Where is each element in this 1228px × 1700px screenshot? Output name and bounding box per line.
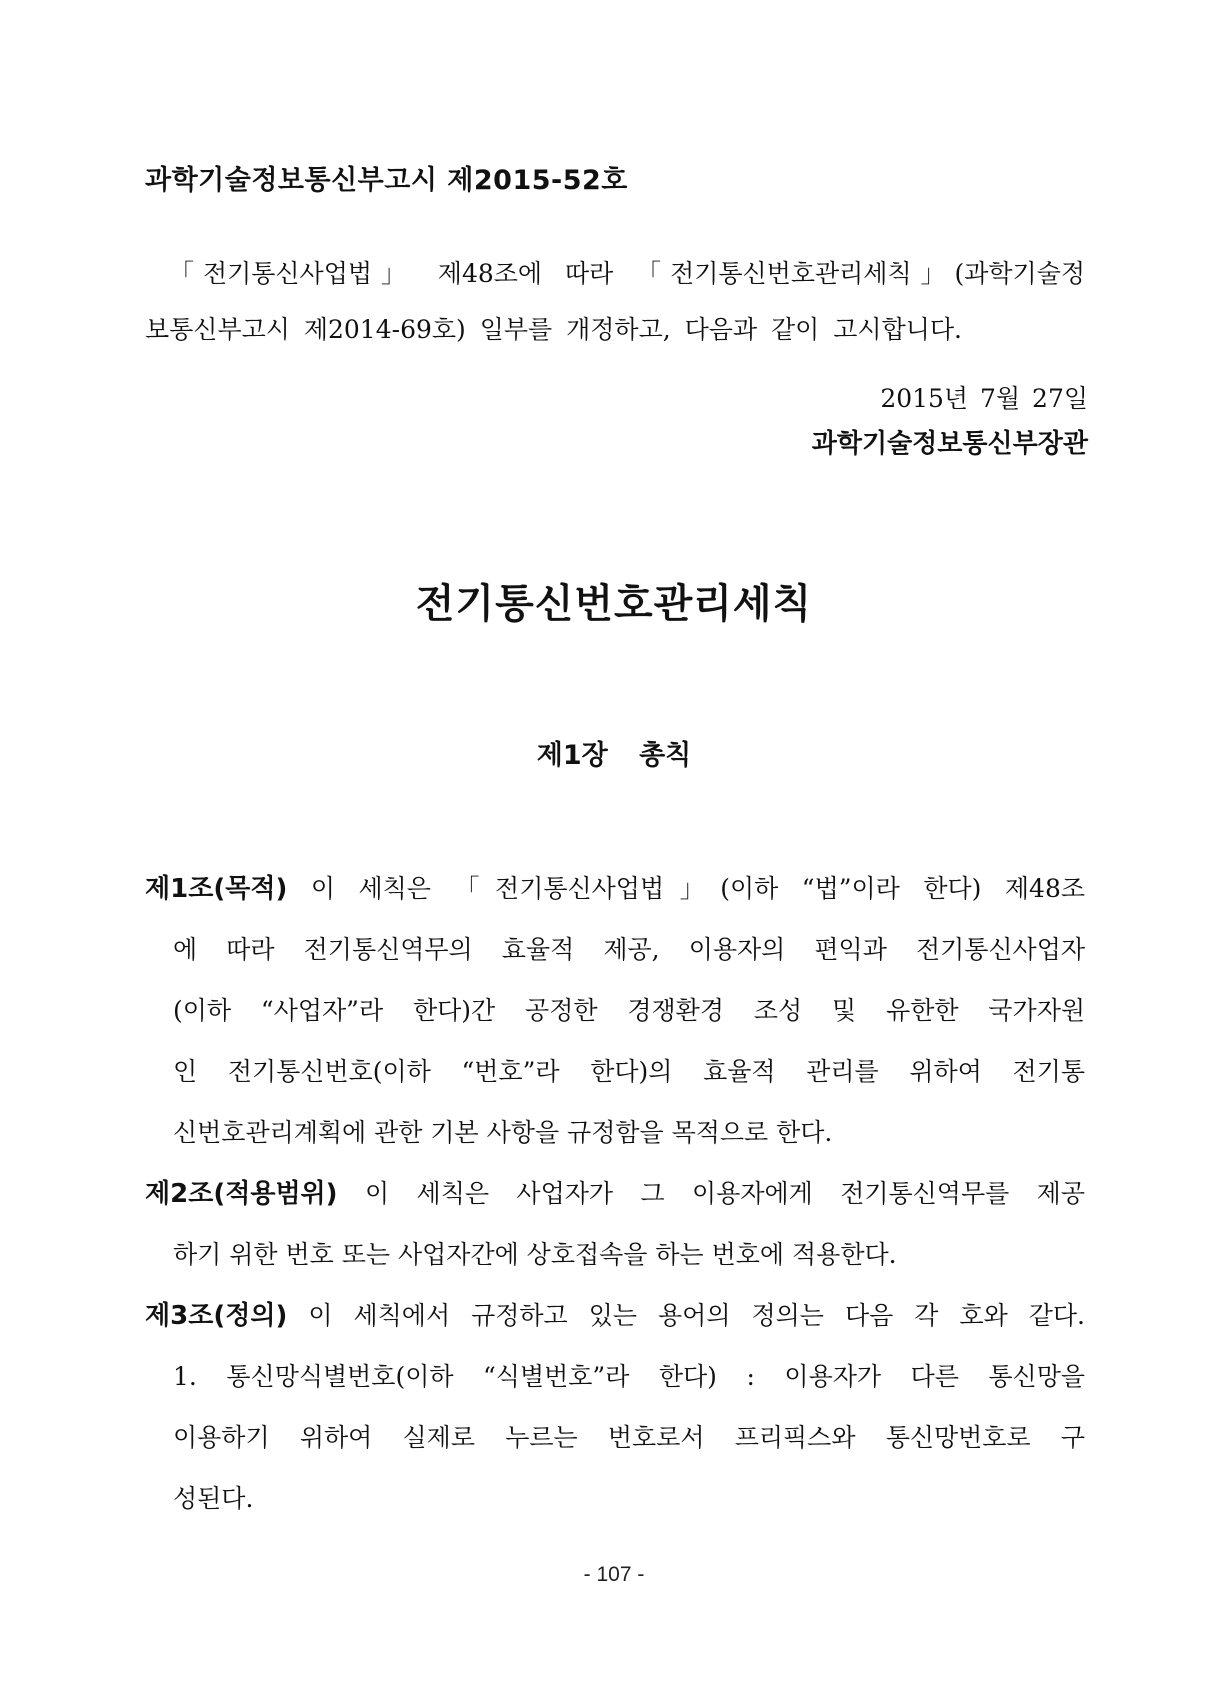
article-2-text: 이 세칙은 사업자가 그 이용자에게 전기통신역무를 제공 bbox=[337, 1179, 1085, 1208]
document-title: 전기통신번호관리세칙 bbox=[415, 581, 813, 627]
page-number: - 107 - bbox=[583, 1563, 645, 1586]
signature-date: 2015년 7월 27일 bbox=[880, 384, 1088, 413]
article-2-heading: 제2조(적용범위) bbox=[145, 1179, 338, 1209]
article-1-line: (이하 “사업자”라 한다)간 공정한 경쟁환경 조성 및 유한한 국가자원 bbox=[173, 996, 1085, 1025]
article-2-first-line bbox=[145, 1163, 1085, 1224]
article-1-line: 인 전기통신번호(이하 “번호”라 한다)의 효율적 관리를 위하여 전기통 bbox=[173, 1057, 1085, 1086]
signature-minister: 과학기술정보통신부장관 bbox=[811, 429, 1088, 459]
preamble-line-2: 보통신부고시 제2014-69호) 일부를 개정하고, 다음과 같이 고시합니다. bbox=[145, 315, 962, 344]
chapter-heading: 제1장 총칙 bbox=[536, 740, 692, 771]
article-1-first-line bbox=[145, 858, 1085, 919]
item-1-line: 1. 통신망식별번호(이하 “식별번호”라 한다) : 이용자가 다른 통신망을 bbox=[173, 1362, 1085, 1391]
signature-block bbox=[812, 374, 1088, 464]
article-1-heading: 제1조(목적) bbox=[145, 874, 288, 904]
article-1-line: 신번호관리계획에 관한 기본 사항을 규정함을 목적으로 한다. bbox=[173, 1118, 833, 1147]
article-1-text: 이 세칙은 「전기통신사업법」(이하 “법”이라 한다) 제48조 bbox=[287, 874, 1085, 903]
article-2-line: 하기 위한 번호 또는 사업자간에 상호접속을 하는 번호에 적용한다. bbox=[173, 1240, 897, 1269]
preamble-line-1: 「전기통신사업법」 제48조에 따라 「전기통신번호관리세칙」(과학기술정 bbox=[169, 259, 1085, 288]
article-1-line: 에 따라 전기통신역무의 효율적 제공, 이용자의 편익과 전기통신사업자 bbox=[173, 935, 1085, 964]
preamble bbox=[145, 246, 1085, 358]
article-3-first-line bbox=[145, 1285, 1085, 1346]
body-text bbox=[145, 858, 1085, 1529]
article-3-heading: 제3조(정의) bbox=[145, 1301, 288, 1331]
item-1-line: 성된다. bbox=[173, 1484, 254, 1513]
item-1-line: 이용하기 위하여 실제로 누르는 번호로서 프리픽스와 통신망번호로 구 bbox=[173, 1423, 1085, 1452]
article-3-text: 이 세칙에서 규정하고 있는 용어의 정의는 다음 각 호와 같다. bbox=[287, 1301, 1085, 1330]
notice-number: 과학기술정보통신부고시 제2015-52호 bbox=[145, 165, 628, 196]
